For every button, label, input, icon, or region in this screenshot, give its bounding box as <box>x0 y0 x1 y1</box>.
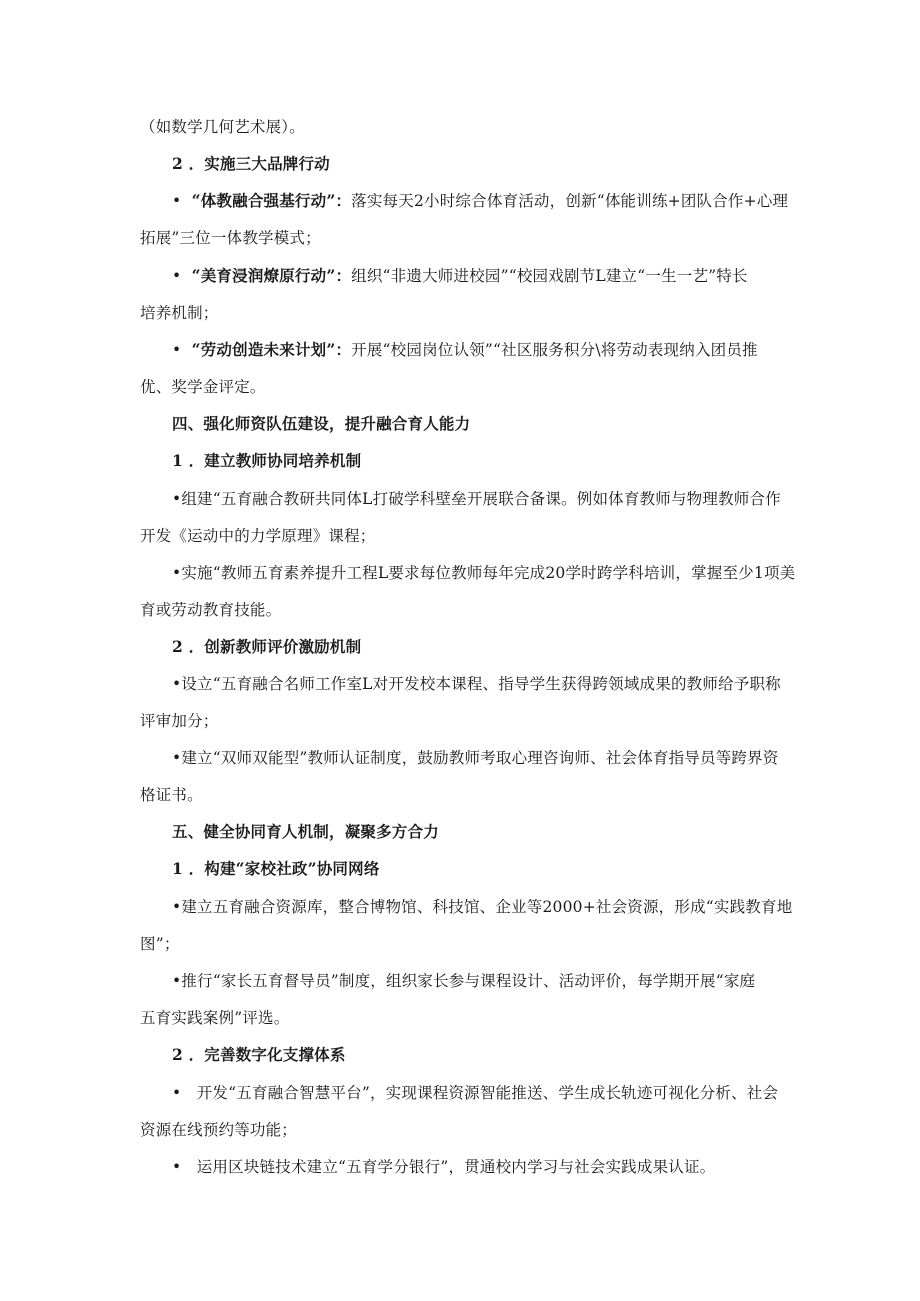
bullet-item-5-2-a-cont: 资源在线预约等功能； <box>140 1121 298 1139</box>
bullet-item-5-2-a <box>172 1083 778 1103</box>
paragraph-continuation: （如数学几何艺术展）。 <box>140 118 305 136</box>
paragraph-4-2-b-cont: 格证书。 <box>140 786 203 804</box>
paragraph-5-1-b: •推行“家长五育督导员”制度，组织家长参与课程设计、活动评价，每学期开展“家庭 <box>172 972 756 990</box>
bullet-icon: • <box>172 192 182 210</box>
bullet-icon: • <box>172 1158 182 1176</box>
subheading-4-1: 1 ．建立教师协同培养机制 <box>172 451 362 470</box>
bullet-text: 运用区块链技术建立“五育学分银行”，贯通校内学习与社会实践成果认证。 <box>196 1158 716 1176</box>
section-heading-5: 五、健全协同育人机制，凝聚多方合力 <box>172 822 439 841</box>
paragraph-5-1-b-cont: 五育实践案例”评选。 <box>140 1009 290 1027</box>
bullet-text: 开展“校园岗位认领”“社区服务积分\将劳动表现纳入团员推 <box>351 341 758 359</box>
paragraph-5-1-a: •建立五育融合资源库，整合博物馆、科技馆、企业等2000+社会资源，形成“实践教育地 <box>172 898 793 916</box>
paragraph-4-1-a-cont: 开发《运动中的力学原理》课程； <box>140 527 376 545</box>
bullet-title: “体教融合强基行动”： <box>191 191 352 210</box>
paragraph-4-1-a: •组建“五育融合教研共同体L打破学科壁垒开展联合备课。例如体育教师与物理教师合作 <box>172 490 781 508</box>
bullet-item-2 <box>172 266 748 286</box>
bullet-icon: • <box>172 341 182 359</box>
bullet-text: 开发“五育融合智慧平台”，实现课程资源智能推送、学生成长轨迹可视化分析、社会 <box>196 1084 779 1102</box>
paragraph-4-2-b: •建立“双师双能型”教师认证制度，鼓励教师考取心理咨询师、社会体育指导员等跨界资 <box>172 749 779 767</box>
paragraph-5-1-a-cont: 图”； <box>140 935 180 953</box>
subheading-5-1: 1 ．构建“家校社政”协同网络 <box>172 859 380 878</box>
subheading-5-2: 2 ．完善数字化支撑体系 <box>172 1045 346 1064</box>
bullet-title: “美育浸润燎原行动”： <box>191 266 352 285</box>
bullet-icon: • <box>172 267 182 285</box>
bullet-item-3-cont: 优、奖学金评定。 <box>140 378 266 396</box>
bullet-item-5-2-b <box>172 1157 715 1177</box>
bullet-item-3 <box>172 340 758 360</box>
bullet-text: 组织“非遗大师进校园”“校园戏剧节L建立“一生一艺”特长 <box>351 267 748 285</box>
subheading-4-2: 2 ．创新教师评价激励机制 <box>172 637 362 656</box>
paragraph-4-1-b: •实施“教师五育素养提升工程L要求每位教师每年完成20学时跨学科培训，掌握至少1项美 <box>172 564 796 582</box>
subheading-brand-actions: 2 ．实施三大品牌行动 <box>172 154 330 173</box>
bullet-item-2-cont: 培养机制； <box>140 304 219 322</box>
bullet-text: 落实每天2小时综合体育活动，创新“体能训练+团队合作+心理 <box>351 192 789 210</box>
bullet-item-1-cont: 拓展”三位一体教学模式； <box>140 229 321 247</box>
bullet-icon: • <box>172 1084 182 1102</box>
section-heading-4: 四、强化师资队伍建设，提升融合育人能力 <box>172 414 471 433</box>
paragraph-4-2-a: •设立“五育融合名师工作室L对开发校本课程、指导学生获得跨领域成果的教师给予职称 <box>172 675 781 693</box>
bullet-title: “劳动创造未来计划”： <box>191 340 352 359</box>
paragraph-4-2-a-cont: 评审加分； <box>140 712 219 730</box>
paragraph-4-1-b-cont: 育或劳动教育技能。 <box>140 601 282 619</box>
bullet-item-1 <box>172 191 788 211</box>
